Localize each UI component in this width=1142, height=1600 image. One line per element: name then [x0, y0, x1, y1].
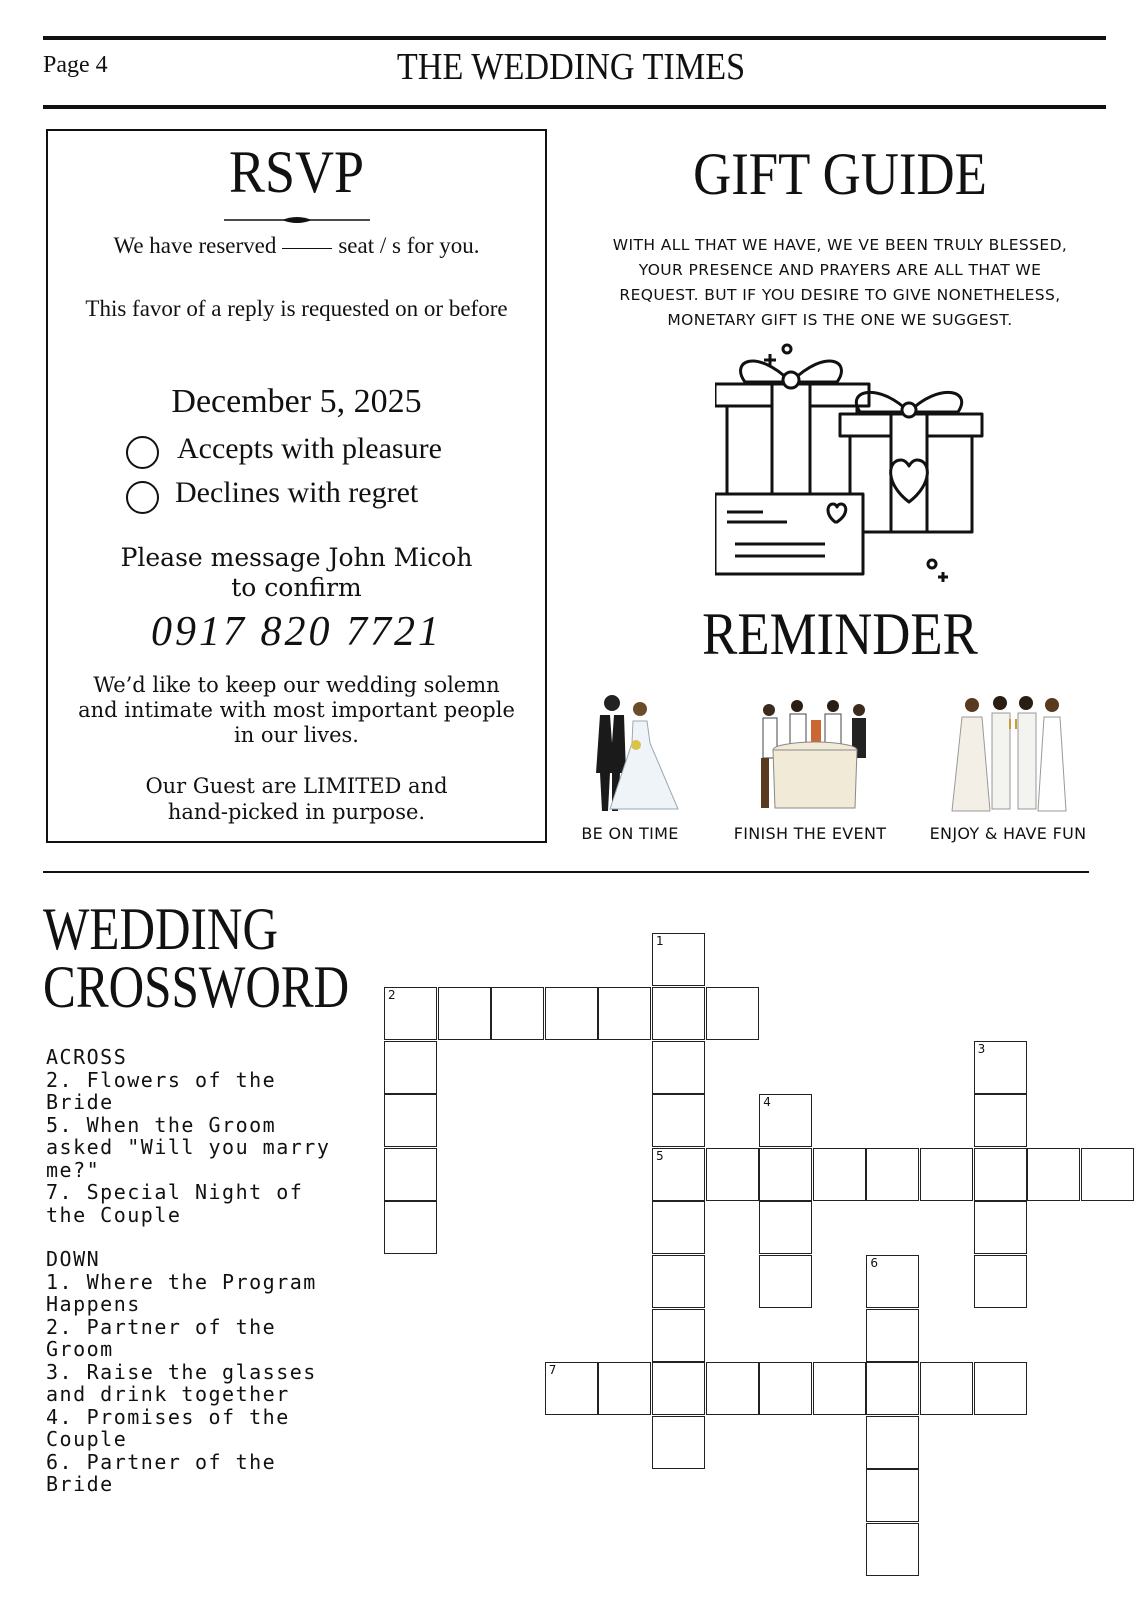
crossword-cell[interactable] [652, 1362, 705, 1415]
cell-number: 3 [977, 1041, 986, 1056]
decline-radio[interactable] [126, 481, 159, 514]
cell-number: 1 [656, 934, 664, 949]
across-heading: ACROSS [46, 1045, 128, 1069]
crossword-cell[interactable] [598, 1362, 651, 1415]
crossword-cell[interactable] [652, 987, 705, 1040]
crossword-cell[interactable] [384, 987, 437, 1040]
crossword-cell[interactable] [813, 1148, 866, 1201]
reminder-label: FINISH THE EVENT [733, 824, 887, 843]
crossword-cell[interactable] [866, 1255, 919, 1308]
rsvp-note-line: in our lives. [234, 723, 359, 747]
crossword-cell[interactable] [384, 1148, 437, 1201]
reminder-label: ENJOY & HAVE FUN [929, 824, 1087, 843]
crossword-title [43, 896, 350, 1020]
cell-number: 2 [388, 988, 396, 1002]
crossword-cell[interactable] [598, 987, 651, 1040]
accept-radio[interactable] [126, 436, 159, 469]
crossword-cell[interactable] [491, 987, 544, 1040]
crossword-title-line2: CROSSWORD [43, 954, 350, 1020]
crossword-cell[interactable] [974, 1201, 1027, 1254]
cell-number: 4 [763, 1095, 771, 1110]
rsvp-phone: 0917 820 7721 [151, 609, 442, 655]
crossword-cell[interactable] [866, 1416, 919, 1469]
rsvp-note [60, 673, 533, 748]
across-clue: 5. When the Groom asked "Will you marry me?" [46, 1112, 331, 1182]
down-clue: 2. Partner of the Groom [46, 1314, 277, 1361]
crossword-cell[interactable] [384, 1201, 437, 1254]
rsvp-limited-line: Our Guest are LIMITED and [145, 774, 448, 798]
gift-text-line: YOUR PRESENCE AND PRAYERS ARE ALL THAT WE [638, 261, 1042, 279]
down-clue: 3. Raise the glasses and drink together [46, 1359, 317, 1406]
crossword-cell[interactable] [866, 1362, 919, 1415]
crossword-cell[interactable] [866, 1309, 919, 1362]
cell-number: 7 [548, 1363, 557, 1378]
rsvp-reserved-before: We have reserved [113, 233, 277, 258]
crossword-cell[interactable] [652, 1416, 705, 1469]
crossword-cell[interactable] [759, 1148, 812, 1201]
crossword-cell[interactable] [1027, 1148, 1080, 1201]
crossword-cell[interactable] [974, 1255, 1027, 1308]
crossword-cell[interactable] [438, 987, 491, 1040]
crossword-cell[interactable] [545, 1362, 598, 1415]
crossword-cell[interactable] [866, 1469, 919, 1522]
crossword-cell[interactable] [652, 1148, 705, 1201]
crossword-cell[interactable] [759, 1255, 812, 1308]
gift-guide-text [560, 233, 1120, 333]
crossword-cell[interactable] [652, 1041, 705, 1094]
crossword-cell[interactable] [920, 1148, 973, 1201]
crossword-cell[interactable] [1081, 1148, 1134, 1201]
crossword-cell[interactable] [652, 933, 705, 986]
crossword-cell[interactable] [759, 1201, 812, 1254]
crossword-cell[interactable] [759, 1094, 812, 1147]
rsvp-note-line: We’d like to keep our wedding solemn [93, 673, 500, 697]
top-rule [43, 36, 1106, 40]
crossword-cell[interactable] [974, 1362, 1027, 1415]
cell-number: 5 [656, 1148, 664, 1163]
crossword-cell[interactable] [920, 1362, 973, 1415]
rsvp-request-text: This favor of a reply is requested on or before [85, 296, 508, 321]
rsvp-message [46, 543, 547, 603]
accept-label: Accepts with pleasure [177, 432, 442, 465]
reminder-title: REMINDER [702, 601, 978, 667]
crossword-cell[interactable] [866, 1523, 919, 1576]
crossword-cell[interactable] [706, 1362, 759, 1415]
decline-label: Declines with regret [175, 476, 419, 509]
rsvp-note-line: and intimate with most important people [78, 698, 515, 722]
crossword-cell[interactable] [813, 1362, 866, 1415]
crossword-cell[interactable] [974, 1094, 1027, 1147]
gift-text-line: REQUEST. BUT IF YOU DESIRE TO GIVE NONETHELESS, [619, 286, 1061, 304]
rsvp-message-line1: Please message John Micoh [120, 543, 473, 572]
across-clue: 7. Special Night of the Couple [46, 1180, 304, 1227]
seat-count-blank [282, 248, 332, 249]
across-clue: 2. Flowers of the Bride [46, 1067, 277, 1114]
crossword-cell[interactable] [652, 1094, 705, 1147]
guests-at-table-icon [755, 700, 875, 813]
crossword-clues [46, 1046, 356, 1496]
crossword-cell[interactable] [652, 1201, 705, 1254]
down-clue: 1. Where the Program Happens [46, 1269, 317, 1316]
bride-and-groom-icon [590, 693, 685, 813]
header-bottom-rule [43, 105, 1106, 109]
rsvp-date: December 5, 2025 [171, 383, 422, 420]
crossword-cell[interactable] [866, 1148, 919, 1201]
crossword-cell[interactable] [652, 1309, 705, 1362]
rsvp-reserved-after: seat / s for you. [338, 233, 480, 258]
rsvp-title: RSVP [228, 139, 365, 205]
crossword-title-line1: WEDDING [43, 896, 279, 962]
section-rule [43, 871, 1089, 873]
cell-number: 6 [870, 1256, 879, 1270]
toasting-couples-icon [950, 695, 1070, 815]
crossword-cell[interactable] [706, 987, 759, 1040]
crossword-cell[interactable] [652, 1255, 705, 1308]
masthead-title: THE WEDDING TIMES [396, 46, 746, 88]
rsvp-reserved-line [46, 233, 547, 259]
down-heading: DOWN [46, 1247, 101, 1271]
gift-guide-title: GIFT GUIDE [693, 141, 987, 207]
rsvp-limited [60, 773, 533, 825]
down-clue: 6. Partner of the Bride [46, 1449, 277, 1496]
crossword-cell[interactable] [706, 1148, 759, 1201]
rsvp-limited-line: hand-picked in purpose. [167, 800, 426, 824]
crossword-cell[interactable] [974, 1148, 1027, 1201]
gift-text-line: WITH ALL THAT WE HAVE, WE VE BEEN TRULY BLESSED, [612, 236, 1068, 254]
down-clue: 4. Promises of the Couple [46, 1404, 290, 1451]
ornament-divider-icon [222, 214, 372, 226]
gift-text-line: MONETARY GIFT IS THE ONE WE SUGGEST. [667, 311, 1013, 329]
crossword-cell[interactable] [974, 1041, 1027, 1094]
rsvp-message-line2: to confirm [231, 573, 362, 602]
page-number: Page 4 [43, 52, 108, 78]
crossword-cell[interactable] [384, 1041, 437, 1094]
crossword-cell[interactable] [545, 987, 598, 1040]
crossword-cell[interactable] [384, 1094, 437, 1147]
reminder-label: BE ON TIME [581, 824, 679, 843]
crossword-cell[interactable] [759, 1362, 812, 1415]
gift-boxes-icon [715, 342, 1000, 592]
